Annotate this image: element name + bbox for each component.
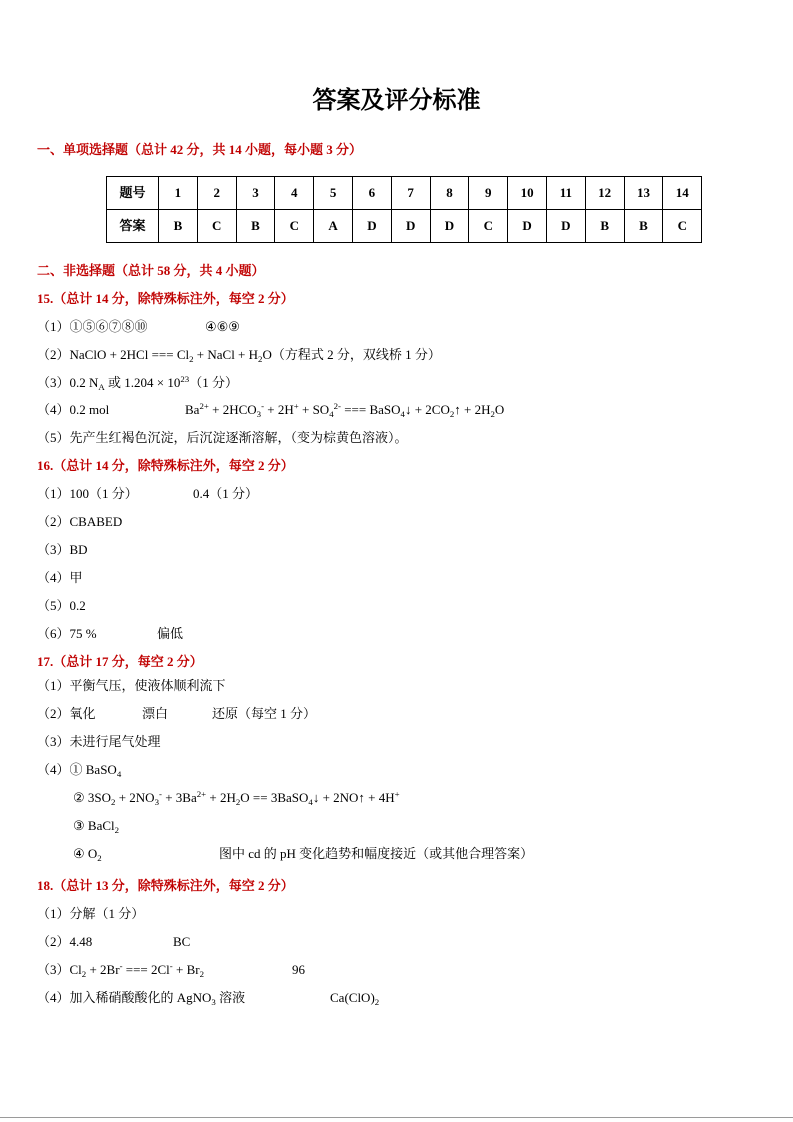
text-run: ④⑥⑨ — [205, 319, 240, 334]
text-run: ↓ + 2NO↑ + 4H — [312, 790, 395, 805]
q15-answer-5-blank-1 — [37, 428, 408, 448]
text-run: （3）Cl — [37, 962, 82, 977]
text-run: （2）CBABED — [37, 514, 123, 529]
text-run: （1）100（1 分） — [37, 486, 138, 501]
q18-answer-4 — [0, 988, 793, 1008]
text-run: （3）BD — [37, 542, 88, 557]
text-run: ② 3SO — [73, 790, 112, 805]
text-run: （5）先产生红褐色沉淀，后沉淀逐渐溶解，（变为棕黄色溶液）。 — [37, 430, 408, 445]
row-label-question-number: 题号 — [107, 177, 159, 210]
text-run: + 2H — [264, 402, 294, 417]
q17-answer-4-item-4-text — [73, 844, 102, 864]
question-number-cell: 2 — [197, 177, 236, 210]
q15-answer-4-equation — [185, 400, 504, 420]
text-run: BC — [173, 934, 191, 949]
subscript: 3 — [211, 996, 216, 1007]
text-run: === 2Cl — [122, 962, 170, 977]
superscript: + — [394, 789, 400, 800]
q15-answer-4 — [0, 400, 793, 420]
q16-answer-2 — [0, 512, 793, 532]
text-run: （1）分解（1 分） — [37, 906, 145, 921]
q18-heading-text: 18.（总计 13 分，除特殊标注外，每空 2 分） — [37, 878, 294, 893]
superscript: - — [261, 401, 265, 412]
answer-cell: D — [508, 210, 547, 243]
text-run: + 2NO — [115, 790, 155, 805]
question-number-cell: 14 — [663, 177, 702, 210]
subscript: 2 — [235, 796, 241, 807]
text-run: + SO — [298, 402, 330, 417]
text-run: （3）未进行尾气处理 — [37, 734, 161, 749]
q16-answer-1-blank-2 — [193, 484, 258, 504]
answer-cell: D — [430, 210, 469, 243]
text-run: （6）75 % — [37, 626, 97, 641]
answer-cell: C — [275, 210, 314, 243]
question-number-cell: 5 — [314, 177, 353, 210]
superscript: - — [119, 961, 123, 972]
subscript: 2 — [81, 968, 87, 979]
text-run: 96 — [292, 962, 305, 977]
row-label-answer: 答案 — [107, 210, 159, 243]
q18-answer-4-blank-2 — [330, 988, 379, 1008]
section2-heading — [0, 261, 793, 281]
q18-answer-3-blank-2 — [292, 960, 305, 980]
subscript: 4 — [329, 408, 334, 419]
text-run: 溶液 — [215, 990, 246, 1005]
q16-answer-5-blank-1 — [37, 596, 86, 616]
text-run: O — [494, 402, 505, 417]
q15-answer-1 — [0, 317, 793, 337]
question-number-cell: 6 — [352, 177, 391, 210]
page-title: 答案及评分标准 — [312, 88, 481, 114]
q17-answer-4-item-1 — [0, 760, 793, 780]
q17-heading — [0, 652, 793, 672]
text-run: Ba — [185, 402, 200, 417]
q18-answer-3-equation — [37, 960, 204, 980]
text-run: + 2H — [206, 790, 236, 805]
text-run: （4）甲 — [37, 570, 83, 585]
superscript: 2+ — [196, 789, 207, 800]
section1-heading — [0, 140, 793, 160]
q15-heading — [0, 289, 793, 309]
subscript: 2 — [199, 968, 205, 979]
section1-heading-text: 一、单项选择题（总计 42 分，共 14 小题，每小题 3 分） — [37, 142, 363, 157]
subscript: 2 — [258, 353, 263, 364]
text-run: O == 3BaSO — [240, 790, 309, 805]
question-number-cell: 11 — [546, 177, 585, 210]
text-run: 偏低 — [157, 626, 184, 641]
subscript: 2 — [490, 408, 495, 419]
q18-answer-2 — [0, 932, 793, 952]
text-run: 还原（每空 1 分） — [212, 706, 317, 721]
q17-answer-4-item-3-text — [73, 816, 119, 836]
answer-cell: B — [585, 210, 624, 243]
q18-heading — [0, 876, 793, 896]
text-run: （1）平衡气压，使液体顺利流下 — [37, 678, 226, 693]
q15-answer-5 — [0, 428, 793, 448]
question-number-cell: 1 — [159, 177, 198, 210]
subscript: 4 — [308, 796, 313, 807]
answer-cell: B — [159, 210, 198, 243]
answer-row — [107, 210, 702, 243]
text-run: + 2HCO — [208, 402, 257, 417]
subscript: 2 — [189, 353, 194, 364]
q17-answer-1 — [0, 676, 793, 696]
q16-answer-3-blank-1 — [37, 540, 88, 560]
q17-answer-4-item-2-equation — [73, 788, 400, 808]
text-run: 0.4（1 分） — [193, 486, 259, 501]
text-run: 图中 cd 的 pH 变化趋势和幅度接近（或其他合理答案） — [219, 846, 534, 861]
q16-answer-6-blank-1 — [37, 624, 97, 644]
q18-answer-1-blank-1 — [37, 904, 144, 924]
text-run: === BaSO — [340, 402, 401, 417]
multiple-choice-answer-table — [106, 176, 702, 243]
q16-answer-5 — [0, 596, 793, 616]
page-bottom-divider — [0, 1117, 793, 1118]
text-run: Ca(ClO) — [330, 990, 375, 1005]
answer-cell: C — [663, 210, 702, 243]
text-run: ④ O — [73, 846, 98, 861]
q16-answer-6-blank-2 — [157, 624, 183, 644]
q17-heading-text: 17.（总计 17 分，每空 2 分） — [37, 654, 203, 669]
text-run: （2）4.48 — [37, 934, 93, 949]
q16-heading-text: 16.（总计 14 分，除特殊标注外，每空 2 分） — [37, 458, 294, 473]
question-number-cell: 12 — [585, 177, 624, 210]
q16-answer-1-blank-1 — [37, 484, 138, 504]
text-run: （1）①⑤⑥⑦⑧⑩ — [37, 319, 148, 334]
text-run: （2）氧化 — [37, 706, 96, 721]
q15-answer-2-equation — [37, 345, 441, 365]
q16-heading — [0, 456, 793, 476]
text-run: ③ BaCl — [73, 818, 115, 833]
answer-cell: C — [197, 210, 236, 243]
subscript: 3 — [154, 796, 159, 807]
answer-cell: C — [469, 210, 508, 243]
text-run: O（方程式 2 分，双线桥 1 分） — [262, 347, 441, 362]
answer-cell: B — [236, 210, 275, 243]
text-run: ↑ + 2H — [454, 402, 491, 417]
q18-answer-3 — [0, 960, 793, 980]
q16-answer-6 — [0, 624, 793, 644]
q15-answer-1-blank-1 — [37, 317, 148, 337]
superscript: 2- — [333, 401, 341, 412]
q17-answer-4-item-3 — [0, 816, 793, 836]
answer-cell: D — [352, 210, 391, 243]
text-run: （1 分） — [189, 375, 238, 390]
q17-answer-4-item-2 — [0, 788, 793, 808]
q17-answer-3-blank-1 — [37, 732, 161, 752]
text-run: （5）0.2 — [37, 598, 86, 613]
question-number-cell: 10 — [508, 177, 547, 210]
q15-heading-text: 15.（总计 14 分，除特殊标注外，每空 2 分） — [37, 291, 294, 306]
subscript: 2 — [449, 408, 455, 419]
q15-answer-2 — [0, 345, 793, 365]
superscript: + — [293, 401, 299, 412]
q16-answer-3 — [0, 540, 793, 560]
question-number-cell: 13 — [624, 177, 663, 210]
subscript: 2 — [114, 824, 120, 835]
superscript: 23 — [180, 374, 190, 385]
q16-answer-4-blank-1 — [37, 568, 83, 588]
text-run: ↓ + 2CO — [404, 402, 450, 417]
q16-answer-1 — [0, 484, 793, 504]
q18-answer-2-blank-1 — [37, 932, 92, 952]
subscript: 4 — [400, 408, 405, 419]
subscript: 3 — [256, 408, 262, 419]
question-number-cell: 4 — [275, 177, 314, 210]
question-number-cell: 3 — [236, 177, 275, 210]
q15-answer-3-blank-1 — [37, 373, 238, 393]
superscript: - — [158, 789, 162, 800]
q17-answer-2-blank-3 — [212, 704, 316, 724]
answer-cell: A — [314, 210, 353, 243]
question-number-cell: 8 — [430, 177, 469, 210]
answer-cell: D — [391, 210, 430, 243]
q17-answer-4-item-4 — [0, 844, 793, 864]
q15-answer-3 — [0, 373, 793, 393]
q17-answer-2 — [0, 704, 793, 724]
text-run: 漂白 — [142, 706, 169, 721]
superscript: 2+ — [199, 401, 209, 412]
q16-answer-2-blank-1 — [37, 512, 122, 532]
superscript: - — [169, 961, 173, 972]
q18-answer-4-blank-1 — [37, 988, 245, 1008]
question-number-row — [107, 177, 702, 210]
section2-heading-text: 二、非选择题（总计 58 分，共 4 小题） — [37, 263, 265, 278]
q17-answer-4-item-4-reason — [219, 844, 533, 864]
question-number-cell: 7 — [391, 177, 430, 210]
answer-cell: D — [546, 210, 585, 243]
q15-answer-4-blank-1 — [37, 400, 109, 420]
subscript: 4 — [116, 768, 122, 779]
text-run: + Br — [172, 962, 200, 977]
question-number-cell: 9 — [469, 177, 508, 210]
subscript: 2 — [97, 852, 102, 863]
text-run: （4）① BaSO — [37, 762, 117, 777]
q18-answer-2-blank-2 — [173, 932, 190, 952]
text-run: + 2Br — [86, 962, 120, 977]
answer-cell: B — [624, 210, 663, 243]
text-run: （4）加入稀硝酸酸化的 AgNO — [37, 990, 212, 1005]
q17-answer-2-blank-1 — [37, 704, 96, 724]
q17-answer-1-blank-1 — [37, 676, 226, 696]
subscript: A — [98, 381, 105, 392]
q17-answer-3 — [0, 732, 793, 752]
text-run: （4）0.2 mol — [37, 402, 110, 417]
subscript: 2 — [111, 796, 116, 807]
q15-answer-1-blank-2 — [205, 317, 240, 337]
text-run: （3）0.2 N — [37, 375, 99, 390]
q17-answer-4-item-1-text — [37, 760, 121, 780]
q16-answer-4 — [0, 568, 793, 588]
text-run: （2）NaClO + 2HCl === Cl — [37, 347, 190, 362]
subscript: 2 — [374, 996, 380, 1007]
q18-answer-1 — [0, 904, 793, 924]
q17-answer-2-blank-2 — [142, 704, 168, 724]
text-run: 或 1.204 × 10 — [104, 375, 181, 390]
text-run: + NaCl + H — [193, 347, 259, 362]
text-run: + 3Ba — [161, 790, 197, 805]
